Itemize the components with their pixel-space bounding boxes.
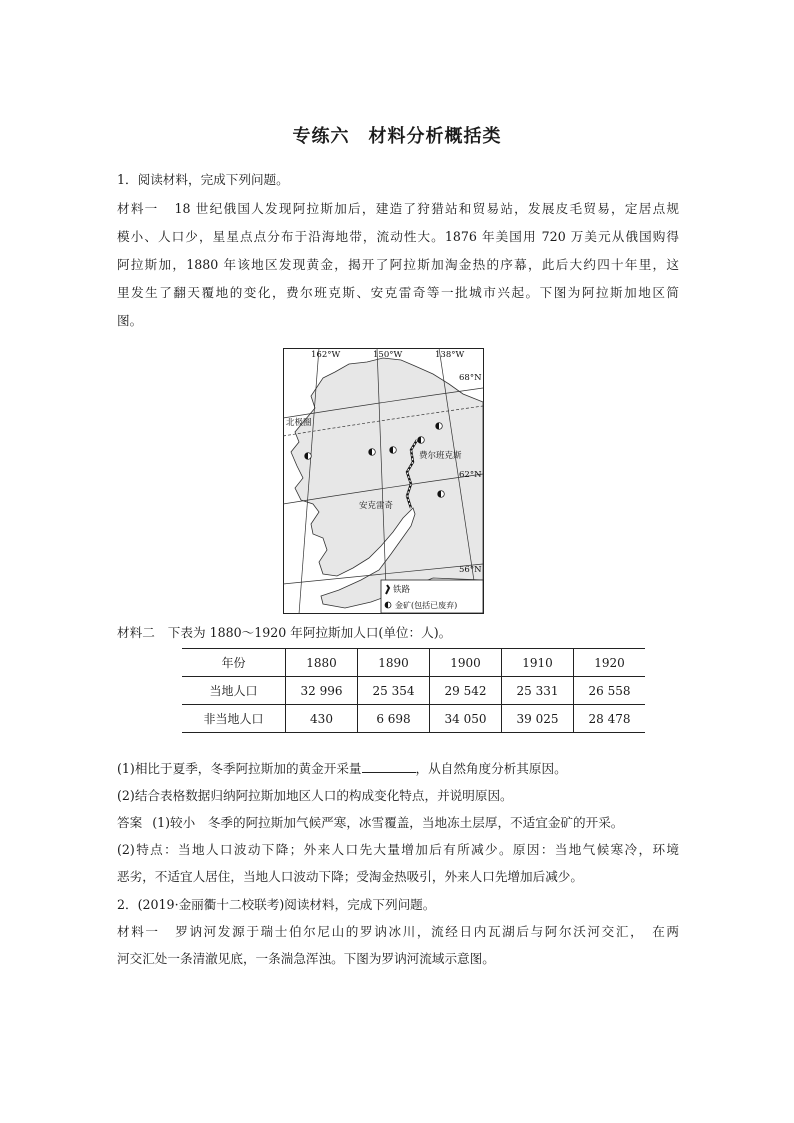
answer-label: 答案: [117, 815, 143, 830]
table-cell: 29 542: [430, 677, 502, 705]
legend-gold-mine: 金矿(包括已废弃): [395, 601, 458, 610]
material-text: 18 世纪俄国人发现阿拉斯加后，建造了狩猎站和贸易站，发展皮毛贸易，定居点规: [174, 201, 680, 216]
table-row: [182, 677, 645, 705]
answer-line-3: 恶劣，不适宜人居住，当地人口波动下降；受淘金热吸引，外来人口先增加后减少。: [117, 869, 583, 884]
sub-question-1-text: (1)相比于夏季，冬季阿拉斯加的黄金开采量: [117, 761, 362, 776]
table-cell: 34 050: [430, 705, 502, 733]
table-header-cell: 1900: [430, 649, 502, 677]
sub-question-1: [117, 759, 679, 779]
sub-question-1-text-tail: ，从自然角度分析其原因。: [415, 761, 567, 776]
legend-railway: 铁路: [393, 585, 411, 595]
material-text: 下表为 1880～1920 年阿拉斯加人口(单位：人)。: [167, 625, 452, 640]
material-label: 材料一: [117, 201, 159, 216]
table-cell: 39 025: [502, 705, 574, 733]
answer-blank[interactable]: [362, 759, 416, 773]
material-2-line: [117, 623, 679, 643]
material-1-line-2: 模小、人口少，星星点点分布于沿海地带，流动性大。1876 年美国用 720 万美元从俄国购得: [117, 229, 679, 244]
material-1-line-5: 图。: [117, 313, 143, 328]
arctic-circle-label: 北极圈: [286, 418, 312, 428]
table-cell: 25 354: [358, 677, 430, 705]
table-header-cell: 1920: [574, 649, 646, 677]
table-cell: 28 478: [574, 705, 646, 733]
sub-question-2: (2)结合表格数据归纳阿拉斯加地区人口的构成变化特点，并说明原因。: [117, 788, 513, 803]
table-cell: 当地人口: [182, 677, 286, 705]
question-2-heading: 2．(2019·金丽衢十二校联考)阅读材料，完成下列问题。: [117, 897, 436, 912]
table-cell: 25 331: [502, 677, 574, 705]
table-cell: 26 558: [574, 677, 646, 705]
longitude-label-150w: 150°W: [373, 350, 403, 360]
table-cell: 非当地人口: [182, 705, 286, 733]
table-cell: 430: [286, 705, 358, 733]
longitude-label-138w: 138°W: [435, 350, 465, 360]
table-header-row: [182, 649, 645, 677]
question-1-heading: 1．阅读材料，完成下列问题。: [117, 172, 289, 187]
answer-line-2: (2)特点：当地人口波动下降；外来人口先大量增加后有所减少。原因：当地气候寒冷，环境: [117, 842, 679, 857]
table-row: [182, 705, 645, 733]
material-1-line-4: 里发生了翻天覆地的变化，费尔班克斯、安克雷奇等一批城市兴起。下图为阿拉斯加地区简: [117, 285, 679, 300]
material-label: 材料一: [117, 924, 160, 939]
material-text: 罗讷河发源于瑞士伯尔尼山的罗讷冰川，流经日内瓦湖后与阿尔沃河交汇， 在两: [173, 924, 679, 939]
fairbanks-label: 费尔班克斯: [419, 451, 462, 461]
anchorage-label: 安克雷奇: [359, 501, 394, 511]
material-label: 材料二: [117, 625, 155, 640]
map-legend: [381, 580, 483, 613]
latitude-label-62n: 62°N: [459, 470, 482, 480]
longitude-label-162w: 162°W: [311, 350, 341, 360]
question-2-material-line-2: 河交汇处一条清澈见底，一条湍急浑浊。下图为罗讷河流域示意图。: [117, 951, 495, 966]
latitude-label-68n: 68°N: [459, 373, 482, 383]
population-table: [182, 648, 645, 733]
question-2-material-line-1: [117, 922, 679, 942]
table-header-cell: 1910: [502, 649, 574, 677]
table-header-cell: 年份: [182, 649, 286, 677]
table-header-cell: 1890: [358, 649, 430, 677]
latitude-label-56n: 56°N: [459, 565, 482, 575]
answer-line-1: [117, 813, 679, 833]
table-header-cell: 1880: [286, 649, 358, 677]
table-cell: 6 698: [358, 705, 430, 733]
material-1-line-3: 阿拉斯加，1880 年该地区发现黄金，揭开了阿拉斯加淘金热的序幕，此后大约四十年里，这: [117, 257, 679, 272]
alaska-map: [283, 348, 484, 614]
material-1-line-1: [117, 199, 679, 219]
answer-text: (1)较小 冬季的阿拉斯加气候严寒，冰雪覆盖，当地冻土层厚，不适宜金矿的开采。: [152, 815, 624, 830]
table-cell: 32 996: [286, 677, 358, 705]
page-title: 专练六 材料分析概括类: [292, 126, 502, 147]
